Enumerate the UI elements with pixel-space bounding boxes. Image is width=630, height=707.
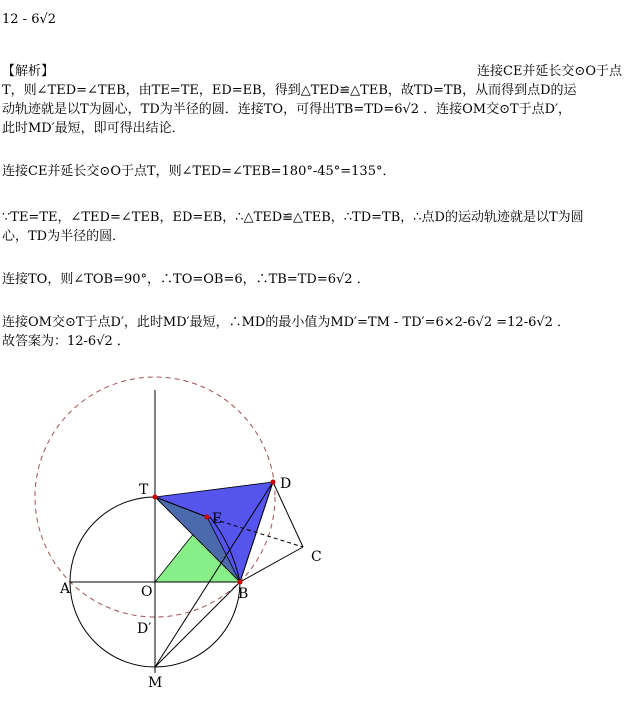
geometry-figure — [0, 360, 630, 707]
line-mb — [155, 582, 240, 667]
solution-step-2-line1: ∵TE=TE，∠TED=∠TEB，ED=EB，∴△TED≌△TEB，∴TD=TB，∴点D的运动轨迹就是以T为圆 — [2, 210, 584, 225]
solution-step-1: 连接CE并延长交⊙O于点T，则∠TED=∠TEB=180°-45°=135°． — [2, 164, 396, 179]
analysis-para1-line3: 动轨迹就是以T为圆心，TD为半径的圆．连接TO，可得出TB=TD=6√2 ．连接OM交⊙T于点D′， — [2, 102, 572, 117]
label-dprime: D′ — [137, 621, 152, 637]
label-c: C — [311, 549, 322, 565]
label-e: E — [212, 511, 223, 527]
final-answer: 故答案为：12-6√2 ． — [2, 334, 130, 349]
label-d: D — [280, 476, 292, 492]
solution-step-2-line2: 心，TD为半径的圆． — [2, 229, 126, 244]
analysis-heading: 【解析】 — [2, 64, 55, 79]
label-m: M — [148, 675, 163, 691]
point-d — [271, 480, 276, 485]
solution-step-4: 连接OM交⊙T于点D′，此时MD′最短，∴MD的最小值为MD′=TM - TD′=6×2-6√2 =12-6√2 ． — [2, 315, 571, 330]
point-e — [205, 515, 210, 520]
analysis-para1-line2: T，则∠TED=∠TEB，由TE=TE，ED=EB，得到△TED≌△TEB，故TD=TB，从而得到点D的运 — [2, 83, 577, 98]
analysis-para1-line4: 此时MD′最短，即可得出结论． — [2, 121, 185, 136]
point-t — [153, 495, 158, 500]
answer-line: 12 - 6√2 — [2, 12, 57, 27]
solution-step-3: 连接TO，则∠TOB=90°，∴TO=OB=6，∴TB=TD=6√2 ． — [2, 272, 370, 287]
label-a: A — [60, 581, 71, 597]
analysis-para1-line1: 连接CE并延长交⊙O于点 — [477, 64, 622, 79]
label-t: T — [139, 482, 149, 498]
label-o: O — [141, 584, 153, 600]
point-b — [238, 580, 243, 585]
label-b: B — [238, 586, 249, 602]
